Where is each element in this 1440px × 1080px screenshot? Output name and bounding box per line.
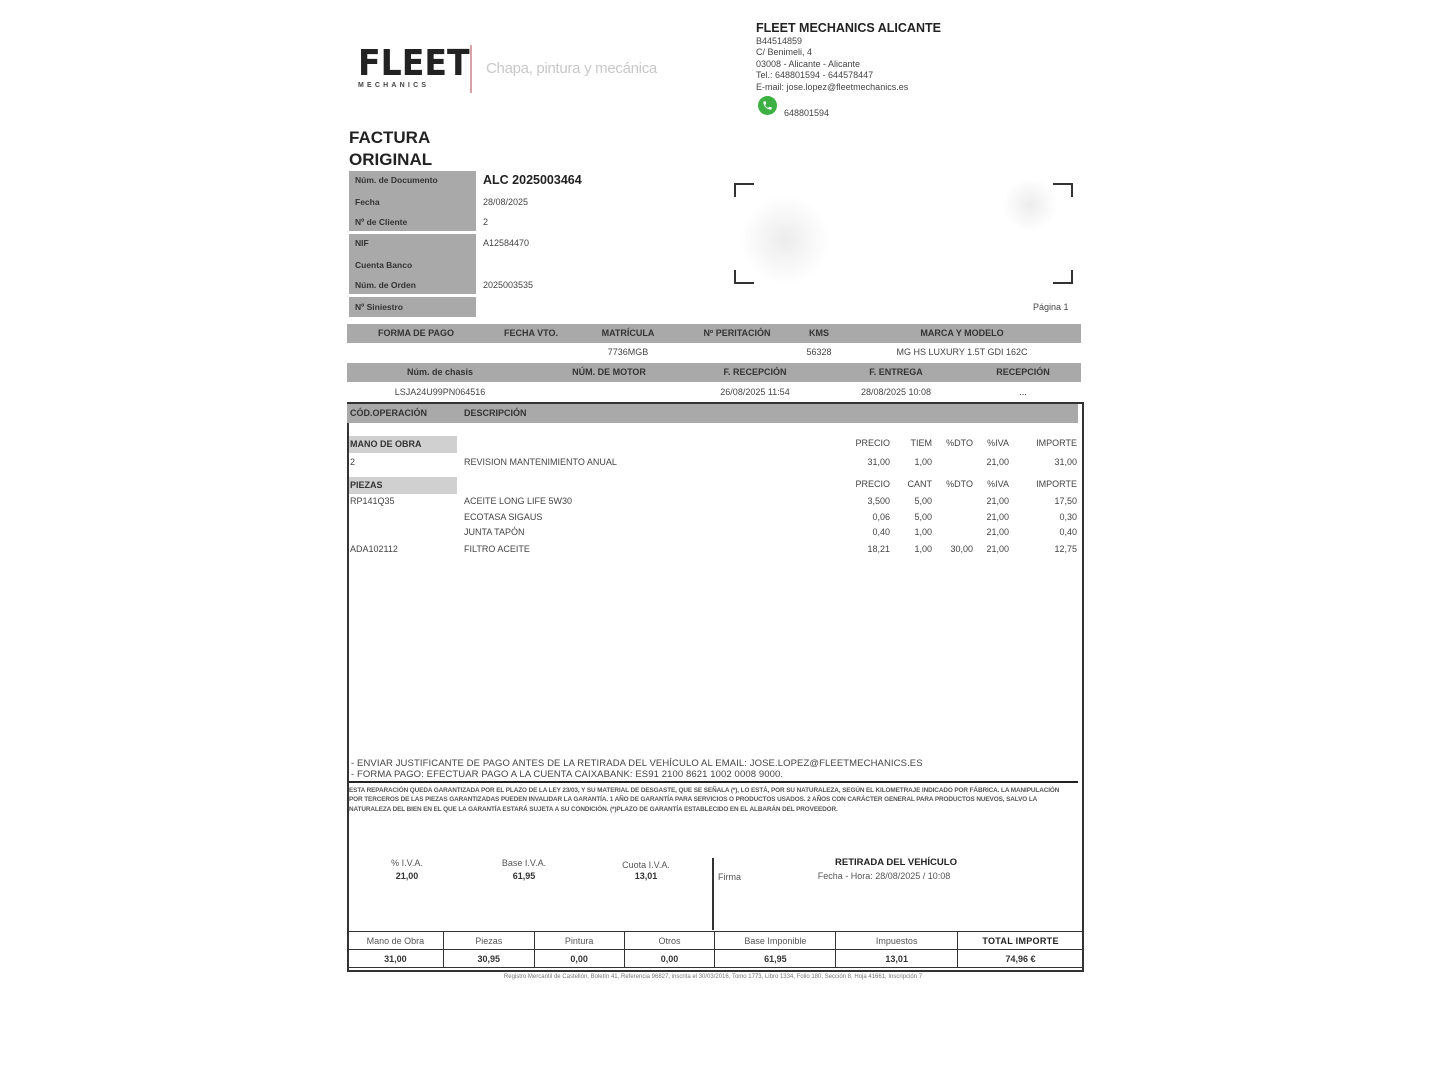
vehicle-header-bar-1 xyxy=(347,324,1081,343)
logo-divider xyxy=(470,45,472,93)
vat-base-value: 61,95 xyxy=(512,871,536,881)
totals-value-row xyxy=(348,950,1084,968)
nif-value: A12584470 xyxy=(483,238,530,248)
line-quantity: 5,00 xyxy=(914,512,932,522)
line-price: 31,00 xyxy=(867,457,890,467)
vat-percent-label: % I.V.A. xyxy=(391,858,423,868)
taxable-base-value: 61,95 xyxy=(715,950,836,968)
section-parts: PIEZAS xyxy=(349,477,457,494)
col-vat: %IVA xyxy=(987,479,1009,489)
total-parts-label: Piezas xyxy=(443,932,534,950)
line-vat: 21,00 xyxy=(986,496,1009,506)
line-code: RP141Q35 xyxy=(350,496,395,506)
line-code: 2 xyxy=(350,457,356,467)
col-amount: IMPORTE xyxy=(1036,479,1077,489)
line-description: JUNTA TAPÓN xyxy=(464,527,525,537)
line-description: ECOTASA SIGAUS xyxy=(464,512,543,522)
line-vat: 21,00 xyxy=(986,544,1009,554)
header-chassis: Núm. de chasis xyxy=(406,367,474,377)
line-amount: 0,30 xyxy=(1059,512,1077,522)
header-appraisal-number: Nº PERITACIÓN xyxy=(703,328,771,338)
header-plate: MATRÍCULA xyxy=(601,328,655,338)
col-price: PRECIO xyxy=(855,438,890,448)
taxes-value: 13,01 xyxy=(836,950,958,968)
total-other-value: 0,00 xyxy=(624,950,715,968)
line-price: 0,40 xyxy=(872,527,890,537)
signature-label: Firma xyxy=(718,872,741,882)
line-amount: 31,00 xyxy=(1054,457,1077,467)
chassis-value: LSJA24U99PN064516 xyxy=(394,387,486,397)
totals-header-row xyxy=(348,932,1084,950)
line-description: ACEITE LONG LIFE 5W30 xyxy=(464,496,573,506)
total-other-label: Otros xyxy=(624,932,715,950)
line-price: 0,06 xyxy=(872,512,890,522)
total-paint-label: Pintura xyxy=(534,932,624,950)
total-paint-value: 0,00 xyxy=(534,950,624,968)
label-client-number: Nº de Cliente xyxy=(355,217,408,227)
label-date: Fecha xyxy=(355,197,380,207)
line-quantity: 1,00 xyxy=(914,527,932,537)
divider xyxy=(349,781,1078,783)
header-description: DESCRIPCIÓN xyxy=(464,408,527,418)
company-name: FLEET MECHANICS ALICANTE xyxy=(756,21,941,35)
kms-value: 56328 xyxy=(806,347,832,357)
col-price: PRECIO xyxy=(855,479,890,489)
page-number: Página 1 xyxy=(1033,302,1069,312)
document-title-line2: ORIGINAL xyxy=(349,150,433,169)
header-engine-number: NÚM. DE MOTOR xyxy=(572,367,646,377)
company-logo-subtext: MECHANICS xyxy=(358,82,430,89)
plate-value: 7736MGB xyxy=(607,347,649,357)
pickup-datetime: Fecha - Hora: 28/08/2025 / 10:08 xyxy=(817,871,951,881)
warranty-legal-text: ESTA REPARACIÓN QUEDA GARANTIZADA POR EL PLAZO DE LA LEY 23/03, Y SU MATERIAL DE DESGASTE, QUE SE SEÑALA (*), LO ESTÁ, POR SU NATURALEZA, SEGÚN EL KILOMETRAJE INDICADO POR FÁBRICA. LA MANIPULACIÓN POR TERCEROS DE LAS PIEZAS GARANTIZADAS PUEDEN INVALIDAR LA GARANTÍA. 1 AÑO DE GARANTÍA PARA SERVICIOS O PRODUCTOS USADOS. 2 AÑOS CON CARÁCTER GENERAL PARA PRODUCTOS NUEVOS, SALVO LA NATURALEZA DEL BIEN EN EL QUE LA GARANTÍA ESTARÁ SUJETA A SU CONDICIÓN. (*)PLAZO DE GARANTÍA ESTABLECIDO EN EL ALBARÁN DEL PROVEEDOR. xyxy=(349,787,1060,813)
col-vat: %IVA xyxy=(987,438,1009,448)
vat-base-label: Base I.V.A. xyxy=(501,858,547,868)
document-title xyxy=(349,127,432,171)
operations-header-bar xyxy=(347,404,1078,423)
frame-corner-icon xyxy=(734,270,754,284)
grand-total-value: 74,96 € xyxy=(958,950,1084,968)
line-code: ADA102112 xyxy=(350,544,398,554)
line-quantity: 5,00 xyxy=(914,496,932,506)
label-claim-number: Nº Siniestro xyxy=(355,302,403,312)
company-email: E-mail: jose.lopez@fleetmechanics.es xyxy=(756,82,909,92)
vat-percent-value: 21,00 xyxy=(395,871,419,881)
whatsapp-number: 648801594 xyxy=(784,108,830,118)
date-value: 28/08/2025 xyxy=(483,197,529,207)
taxes-label: Impuestos xyxy=(836,932,958,950)
line-vat: 21,00 xyxy=(986,512,1009,522)
line-price: 3,500 xyxy=(867,496,890,506)
whatsapp-icon xyxy=(758,96,777,115)
vehicle-header-bar-2 xyxy=(347,363,1081,382)
reception-value: ... xyxy=(1019,387,1027,397)
payment-proof-note: - ENVIAR JUSTIFICANTE DE PAGO ANTES DE LA RETIRADA DEL VEHÍCULO AL EMAIL: JOSE.LOPEZ@FLEETMECHANICS.ES xyxy=(351,758,923,769)
grand-total-label: TOTAL IMPORTE xyxy=(958,932,1084,950)
line-description: REVISION MANTENIMIENTO ANUAL xyxy=(464,457,617,467)
line-amount: 12,75 xyxy=(1054,544,1077,554)
frame-corner-icon xyxy=(1053,270,1073,284)
col-quantity: CANT xyxy=(907,479,932,489)
signature-divider xyxy=(712,858,714,930)
reception-date-value: 26/08/2025 11:54 xyxy=(720,387,790,397)
company-tax-id: B44514859 xyxy=(756,36,803,46)
label-bank-account: Cuenta Banco xyxy=(355,260,413,270)
company-tagline: Chapa, pintura y mecánica xyxy=(486,60,657,77)
col-discount: %DTO xyxy=(946,438,973,448)
order-number-value: 2025003535 xyxy=(483,280,534,290)
section-labor: MANO DE OBRA xyxy=(349,436,457,453)
col-amount: IMPORTE xyxy=(1036,438,1077,448)
header-reception-date: F. RECEPCIÓN xyxy=(723,367,787,377)
taxable-base-label: Base Imponible xyxy=(715,932,836,950)
line-discount: 30,00 xyxy=(950,544,973,554)
line-price: 18,21 xyxy=(867,544,890,554)
payment-method-note: - FORMA PAGO: EFECTUAR PAGO A LA CUENTA CAIXABANK: ES91 2100 8621 1002 0008 9000. xyxy=(351,769,784,780)
vat-amount-label: Cuota I.V.A. xyxy=(622,860,670,870)
blurred-region xyxy=(1000,180,1060,230)
client-number-value: 2 xyxy=(483,217,489,227)
header-make-model: MARCA Y MODELO xyxy=(920,328,1004,338)
label-nif: NIF xyxy=(355,238,369,248)
line-amount: 17,50 xyxy=(1054,496,1077,506)
header-operation-code: CÓD.OPERACIÓN xyxy=(350,408,428,418)
total-labor-value: 31,00 xyxy=(348,950,444,968)
label-doc-number: Núm. de Documento xyxy=(355,175,438,185)
vat-amount-value: 13,01 xyxy=(634,871,658,881)
line-time: 1,00 xyxy=(914,457,932,467)
line-vat: 21,00 xyxy=(986,457,1009,467)
col-discount: %DTO xyxy=(946,479,973,489)
company-address: C/ Benimeli, 4 xyxy=(756,47,813,57)
make-model-value: MG HS LUXURY 1.5T GDI 162C xyxy=(896,347,1028,357)
vehicle-pickup-title: RETIRADA DEL VEHÍCULO xyxy=(835,857,957,868)
line-quantity: 1,00 xyxy=(914,544,932,554)
header-kms: KMS xyxy=(809,328,829,338)
totals-table xyxy=(347,931,1084,968)
total-parts-value: 30,95 xyxy=(443,950,534,968)
frame-corner-icon xyxy=(734,183,754,197)
line-vat: 21,00 xyxy=(986,527,1009,537)
invoice-lines-box xyxy=(347,402,1084,972)
doc-number-value: ALC 2025003464 xyxy=(483,173,582,187)
line-description: FILTRO ACEITE xyxy=(464,544,530,554)
col-time: TIEM xyxy=(910,438,932,448)
header-reception: RECEPCIÓN xyxy=(996,367,1050,377)
total-labor-label: Mano de Obra xyxy=(348,932,444,950)
line-amount: 0,40 xyxy=(1059,527,1077,537)
header-due-date: FECHA VTO. xyxy=(503,328,559,338)
header-payment-method: FORMA DE PAGO xyxy=(378,328,454,338)
document-title-line1: FACTURA xyxy=(349,128,431,147)
frame-corner-icon xyxy=(1053,183,1073,197)
company-city: 03008 - Alicante - Alicante xyxy=(756,59,861,69)
registry-footer: Registro Mercantil de Castellón, Boletín 41, Referencia 96827, inscrita el 30/03/2016, Tomo 1773, Libro 1334, Folio 180, Sección 8, Hoja 41661, Inscripción 7 xyxy=(503,974,923,980)
delivery-date-value: 28/08/2025 10:08 xyxy=(860,387,932,397)
company-phones: Tel.: 648801594 - 644578447 xyxy=(756,70,874,80)
header-delivery-date: F. ENTREGA xyxy=(869,367,923,377)
company-logo: FLEET xyxy=(358,43,470,84)
label-order-number: Núm. de Orden xyxy=(355,280,416,290)
